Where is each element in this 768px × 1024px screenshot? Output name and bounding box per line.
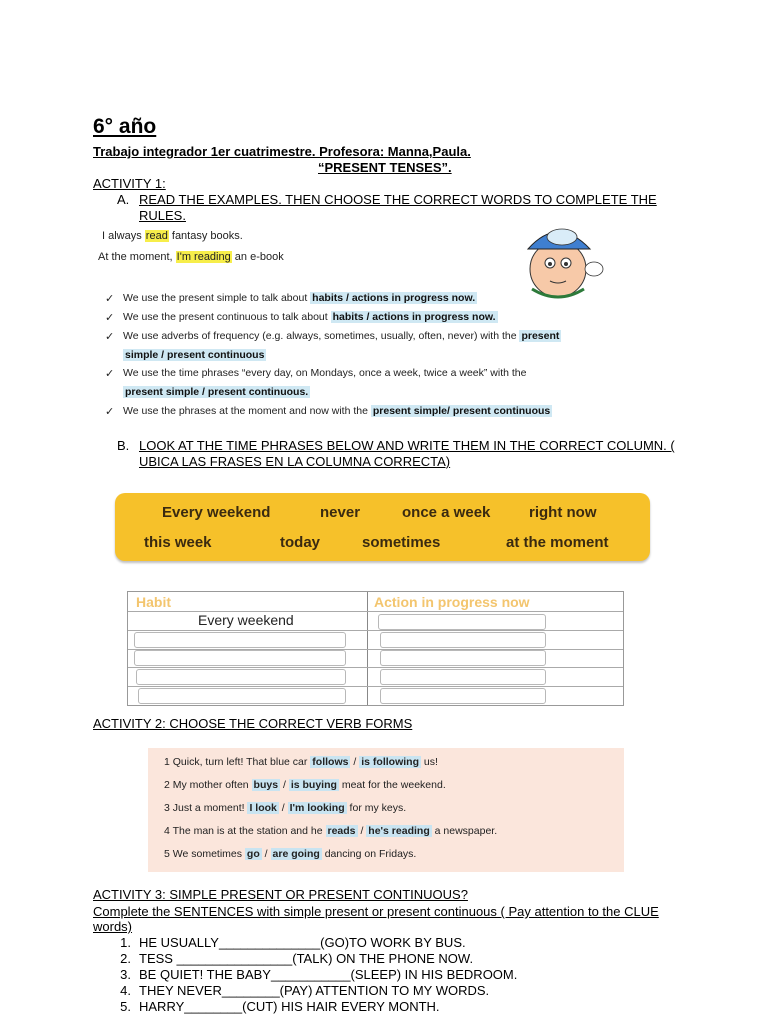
verb-item: 3 Just a moment! I look / I'm looking for my keys. xyxy=(164,802,407,814)
activity2-heading: ACTIVITY 2: CHOOSE THE CORRECT VERB FORMS xyxy=(93,716,413,731)
activity1-a-marker: A. xyxy=(117,192,130,207)
answer-field[interactable] xyxy=(136,669,346,685)
phrase-chip: never xyxy=(320,504,361,521)
activity1-a-instruction: READ THE EXAMPLES. THEN CHOOSE THE CORRECT WORDS TO COMPLETE THE xyxy=(139,192,657,207)
table-header-habit: Habit xyxy=(136,594,171,610)
sentence-item: 3. BE QUIET! THE BABY___________(SLEEP) IN HIS BEDROOM. xyxy=(120,967,518,982)
answer-field[interactable] xyxy=(380,650,546,666)
answer-field[interactable] xyxy=(380,632,546,648)
check-icon: ✓ xyxy=(105,406,115,418)
answer-field[interactable] xyxy=(134,632,346,648)
activity3-instruction: Complete the SENTENCES with simple present or present continuous ( Pay attention to the CLUE xyxy=(93,904,659,919)
sentence-item: 2. TESS ________________(TALK) ON THE PHONE NOW. xyxy=(120,951,474,966)
example-sentence-2: At the moment, I'm reading an e-book xyxy=(98,251,284,263)
rule-item-cont: present simple / present continuous. xyxy=(125,386,309,398)
answer-field[interactable] xyxy=(138,688,346,704)
activity1-a-instruction-cont: RULES. xyxy=(139,208,186,223)
verb-forms-image xyxy=(148,748,624,872)
rules-image xyxy=(92,225,632,425)
activity1-b-instruction: LOOK AT THE TIME PHRASES BELOW AND WRITE THEM IN THE CORRECT COLUMN. ( xyxy=(139,438,675,453)
answer-field[interactable] xyxy=(378,614,546,630)
answer-field[interactable] xyxy=(380,669,546,685)
verb-item: 4 The man is at the station and he reads / he's reading a newspaper. xyxy=(164,825,498,837)
activity1-heading: ACTIVITY 1: xyxy=(93,176,166,191)
phrase-chip: at the moment xyxy=(506,534,609,551)
table-cell-entry: Every weekend xyxy=(198,612,294,628)
check-icon: ✓ xyxy=(105,368,115,380)
check-icon: ✓ xyxy=(105,312,115,324)
activity3-instruction-cont: words) xyxy=(93,919,133,934)
phrase-chip: this week xyxy=(144,534,212,551)
verb-item: 5 We sometimes go / are going dancing on Fridays. xyxy=(164,848,417,860)
sentence-list xyxy=(93,935,517,1015)
answer-field[interactable] xyxy=(134,650,346,666)
sentence-item: 5. HARRY________(CUT) HIS HAIR EVERY MONTH. xyxy=(120,999,440,1014)
phrase-chip: once a week xyxy=(402,504,491,521)
phrase-chip: right now xyxy=(529,504,597,521)
page-title: 6° año xyxy=(93,115,157,138)
activity1-b-marker: B. xyxy=(117,438,130,453)
check-icon: ✓ xyxy=(105,331,115,343)
activity1-b-instruction-cont: UBICA LAS FRASES EN LA COLUMNA CORRECTA) xyxy=(139,454,451,469)
time-phrases-box xyxy=(115,493,650,561)
phrase-chip: today xyxy=(280,534,321,551)
activity3-heading: ACTIVITY 3: SIMPLE PRESENT OR PRESENT CONTINUOUS? xyxy=(93,887,468,902)
phrase-chip: sometimes xyxy=(362,534,441,551)
example-sentence-1: I always read fantasy books. xyxy=(102,230,243,242)
rule-item: ✓ We use the phrases at the moment and now with the present simple/ present continuous xyxy=(105,405,551,418)
sentence-item: 1. HE USUALLY______________(GO)TO WORK BY BUS. xyxy=(120,935,466,950)
rule-item-cont: simple / present continuous xyxy=(125,349,265,361)
verb-item: 1 Quick, turn left! That blue car follows / is following us! xyxy=(164,756,438,768)
rule-item: ✓ We use the present simple to talk about habits / actions in progress now. xyxy=(105,292,476,305)
boy-reading-illustration xyxy=(510,219,606,303)
check-icon: ✓ xyxy=(105,293,115,305)
phrase-chip: Every weekend xyxy=(162,504,271,521)
rule-item: ✓ We use the time phrases “every day, on Mondays, once a week, twice a week” with the xyxy=(105,367,527,380)
phrases-table xyxy=(127,591,624,706)
table-header-action: Action in progress now xyxy=(374,594,530,610)
subtitle: Trabajo integrador 1er cuatrimestre. Profesora: Manna,Paula. xyxy=(93,144,471,159)
verb-item: 2 My mother often buys / is buying meat for the weekend. xyxy=(164,779,446,791)
rule-item: ✓ We use adverbs of frequency (e.g. always, sometimes, usually, often, never) with the present xyxy=(105,330,560,343)
answer-field[interactable] xyxy=(380,688,546,704)
sentence-item: 4. THEY NEVER________(PAY) ATTENTION TO MY WORDS. xyxy=(120,983,490,998)
rule-item: ✓ We use the present continuous to talk about habits / actions in progress now. xyxy=(105,311,496,324)
topic-title: “PRESENT TENSES”. xyxy=(318,160,452,175)
